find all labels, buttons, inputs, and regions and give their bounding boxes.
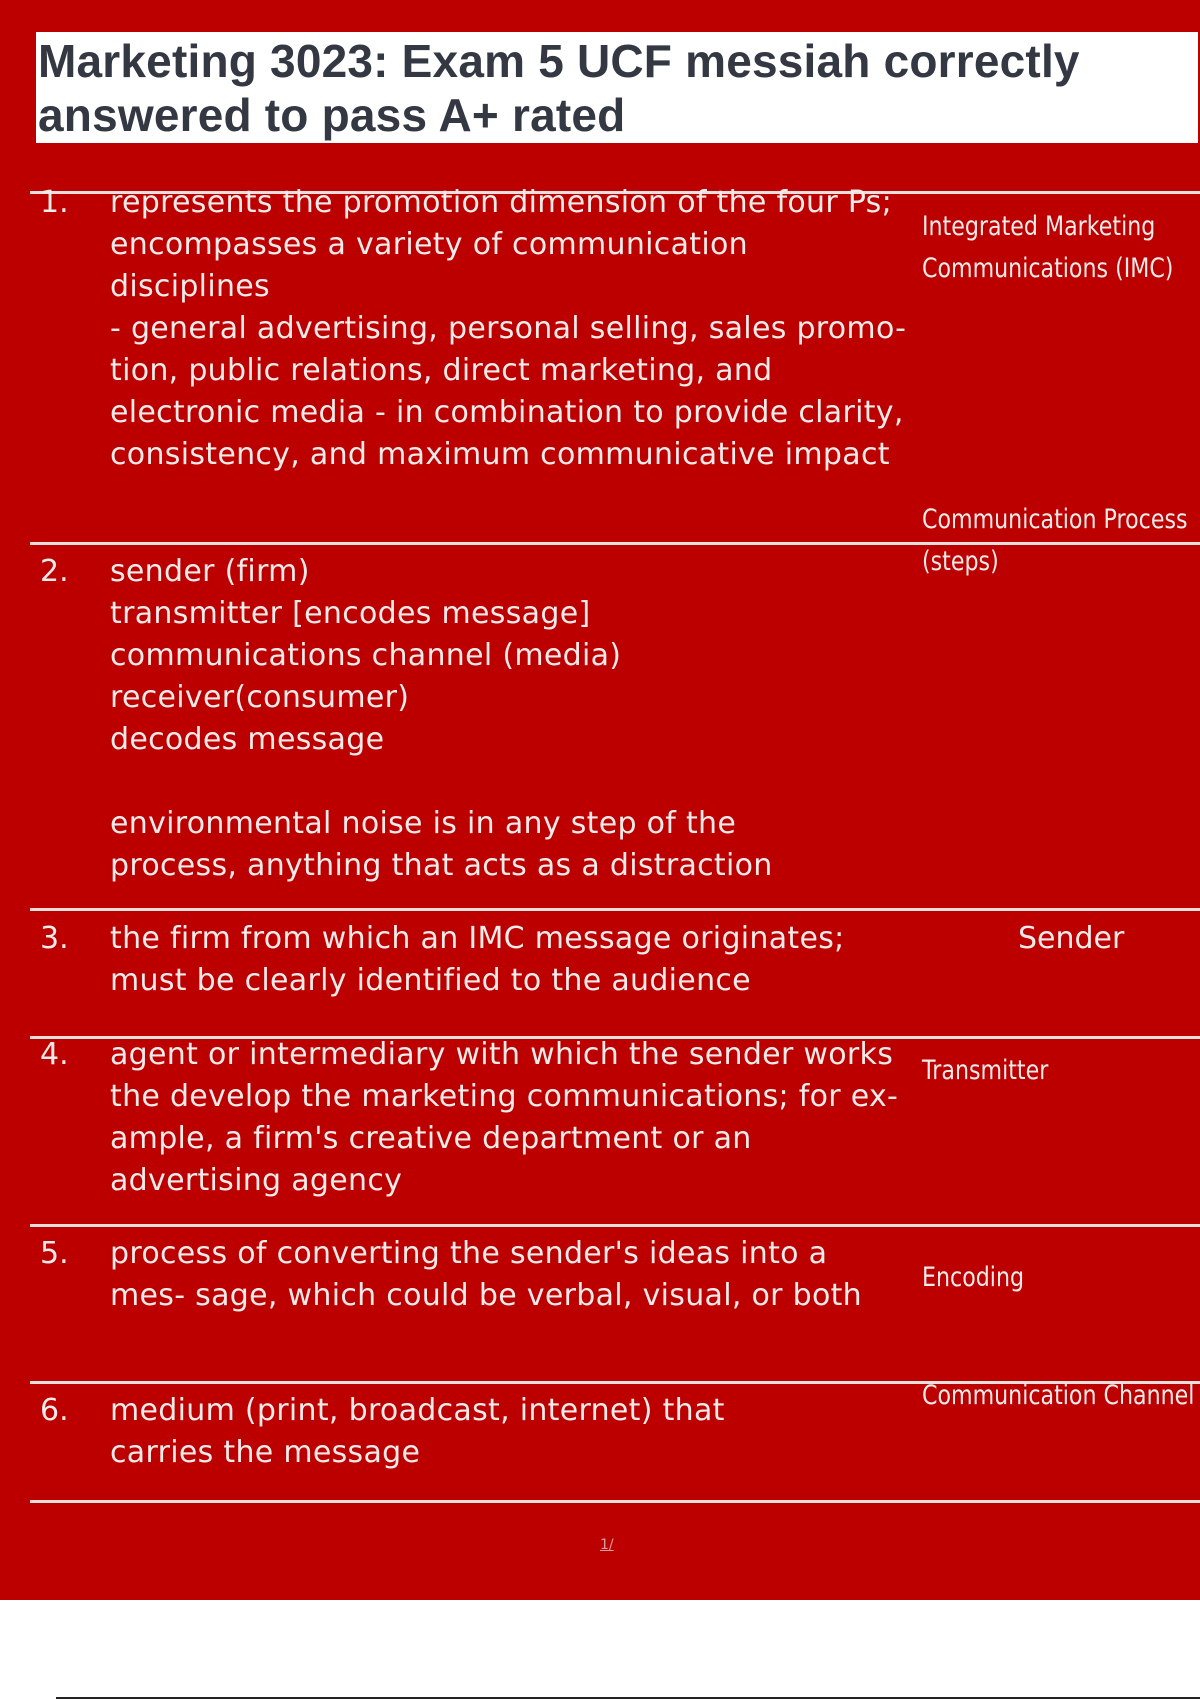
card-number: 1. [40,185,69,220]
page-number: 1/ [600,1537,614,1553]
card-question: the firm from which an IMC message originates; must be clearly identified to the audience [110,921,845,998]
card-question: agent or intermediary with which the sender works the develop the marketing communications; for ex- ample, a firm's creative department or an advertising agency [110,1037,899,1198]
card-answer: Encoding [922,1262,1025,1293]
bottom-rule [56,1697,1200,1699]
card-answer: Communication Process (steps) [922,504,1188,577]
card-answer: Sender [1018,921,1125,956]
row-divider [30,1500,1200,1503]
card-answer: Integrated Marketing Communications (IMC) [922,211,1174,284]
title-box [36,32,1198,143]
card-answer: Communication Channel [922,1380,1195,1411]
row-divider [30,1224,1200,1227]
card-number: 5. [40,1236,69,1271]
card-question: sender (firm) transmitter [encodes message] communications channel (media) receiver(consumer) decodes message environmental noise is in any step of the process, anything that acts as a distraction [110,554,773,883]
card-question: represents the promotion dimension of the four Ps; encompasses a variety of communication disciplines - general advertising, personal selling, sales promo- tion, public relations, direct marketing, and electronic media - in combination to provide clarity, consistency, and maximum communicative impact [110,185,907,472]
card-number: 4. [40,1037,69,1072]
card-answer: Transmitter [922,1055,1049,1086]
card-number: 2. [40,554,69,589]
card-number: 3. [40,921,69,956]
card-number: 6. [40,1393,69,1428]
row-divider [30,908,1200,911]
card-question: medium (print, broadcast, internet) that carries the message [110,1393,725,1470]
document-title: Marketing 3023: Exam 5 UCF messiah correctly answered to pass A+ rated [38,35,1080,141]
card-question: process of converting the sender's ideas into a mes- sage, which could be verbal, visual, or both [110,1236,862,1313]
